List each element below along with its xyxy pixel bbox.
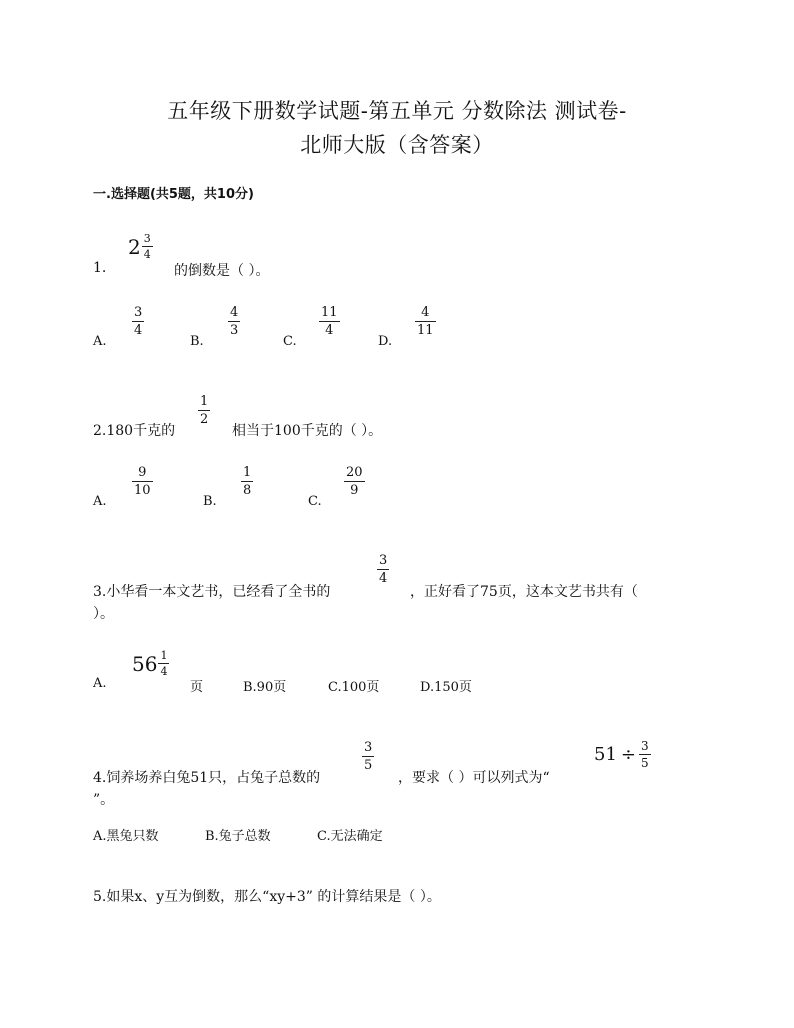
q2-option-b-label[interactable]: B.: [203, 494, 217, 509]
q2-option-b-fraction: [241, 466, 253, 497]
q4-expression-fraction: [639, 740, 651, 769]
q5-text: 5.如果x、y互为倒数，那么“xy+3” 的计算结果是（ ）。: [93, 889, 441, 905]
denominator: 11: [417, 323, 434, 338]
q3-fraction: [377, 554, 389, 585]
q2-fraction: [198, 395, 210, 426]
denominator: 4: [379, 571, 388, 586]
section-heading: 一.选择题(共5题，共10分): [93, 187, 254, 202]
page-title-line1: 五年级下册数学试题-第五单元 分数除法 测试卷-: [167, 99, 627, 123]
fraction-bar: [132, 481, 153, 482]
numerator: 9: [138, 465, 147, 480]
denominator: 10: [134, 483, 151, 498]
numerator: 11: [321, 305, 338, 320]
q1-mixed-fraction: [142, 233, 153, 260]
q3-option-d[interactable]: D.150页: [420, 680, 472, 695]
fraction-bar: [319, 321, 340, 322]
q2-option-c-label[interactable]: C.: [308, 494, 322, 509]
q1-mixed-whole: 2: [128, 234, 141, 259]
q4-line2: ”。: [93, 792, 115, 808]
fraction-bar: [228, 321, 240, 322]
numerator: 3: [641, 739, 649, 753]
q4-option-a[interactable]: A.黑兔只数: [93, 829, 159, 844]
q1-option-c-fraction: [319, 306, 340, 337]
q1-option-d-fraction: [415, 306, 436, 337]
fraction-bar: [415, 321, 436, 322]
q1-number: 1.: [93, 260, 107, 276]
denominator: 3: [230, 323, 239, 338]
q3-suffix: ，正好看了75页，这本文艺书共有（: [410, 584, 638, 600]
q3-option-c[interactable]: C.100页: [328, 680, 380, 695]
q1-option-c-label[interactable]: C.: [283, 334, 297, 349]
denominator: 8: [243, 483, 252, 498]
denominator: 4: [325, 323, 334, 338]
fraction-bar: [377, 569, 389, 570]
numerator: 3: [134, 305, 143, 320]
numerator: 4: [230, 305, 239, 320]
q4-prefix: 4.饲养场养白兔51只，占兔子总数的: [93, 770, 321, 786]
numerator: 20: [346, 465, 363, 480]
q4-expression-lead: 51: [594, 744, 617, 765]
q2-prefix: 2.180千克的: [93, 423, 176, 439]
fraction-bar: [344, 481, 365, 482]
numerator: 1: [160, 649, 168, 662]
fraction-bar: [362, 756, 374, 757]
denominator: 5: [364, 758, 373, 773]
numerator: 3: [143, 232, 151, 245]
fraction-bar: [198, 410, 210, 411]
q3-line2: ）。: [93, 606, 114, 622]
denominator: 5: [641, 756, 649, 770]
numerator: 1: [243, 465, 252, 480]
division-sign: ÷: [620, 744, 636, 765]
q2-option-c-fraction: [344, 466, 365, 497]
denominator: 2: [200, 412, 209, 427]
numerator: 3: [379, 553, 388, 568]
q3-mixed-fraction: [158, 650, 169, 677]
fraction-bar: [132, 321, 144, 322]
fraction-bar: [241, 481, 253, 482]
q4-suffix: ，要求（ ）可以列式为“: [398, 770, 550, 786]
q2-option-a-label[interactable]: A.: [93, 494, 107, 509]
q2-option-a-fraction: [132, 466, 153, 497]
denominator: 4: [134, 323, 143, 338]
q3-option-a-unit: 页: [190, 680, 204, 695]
q1-option-a-fraction: [132, 306, 144, 337]
fraction-bar: [158, 663, 169, 664]
page-title-line2: 北师大版（含答案）: [300, 133, 494, 157]
fraction-bar: [142, 246, 153, 247]
denominator: 4: [143, 248, 151, 261]
numerator: 1: [200, 394, 209, 409]
numerator: 4: [421, 305, 430, 320]
denominator: 9: [350, 483, 359, 498]
q3-option-a-mixed-number: [132, 650, 169, 677]
denominator: 4: [160, 665, 168, 678]
q2-suffix: 相当于100千克的（ ）。: [232, 423, 383, 439]
q3-option-b[interactable]: B.90页: [243, 680, 287, 695]
q3-prefix: 3.小华看一本文艺书，已经看了全书的: [93, 584, 331, 600]
q3-option-a-label[interactable]: A.: [93, 676, 107, 691]
q4-expression: [594, 740, 651, 769]
q1-option-d-label[interactable]: D.: [378, 334, 393, 349]
q4-fraction: [362, 741, 374, 772]
q4-option-c[interactable]: C.无法确定: [317, 829, 383, 844]
q1-mixed-number: [128, 233, 153, 260]
q1-text: 的倒数是（ ）。: [174, 263, 270, 279]
q3-mixed-whole: 56: [132, 651, 158, 676]
q1-option-b-fraction: [228, 306, 240, 337]
q1-option-b-label[interactable]: B.: [190, 334, 204, 349]
numerator: 3: [364, 740, 373, 755]
fraction-bar: [639, 754, 651, 755]
q4-option-b[interactable]: B.兔子总数: [205, 829, 271, 844]
q1-option-a-label[interactable]: A.: [93, 334, 107, 349]
